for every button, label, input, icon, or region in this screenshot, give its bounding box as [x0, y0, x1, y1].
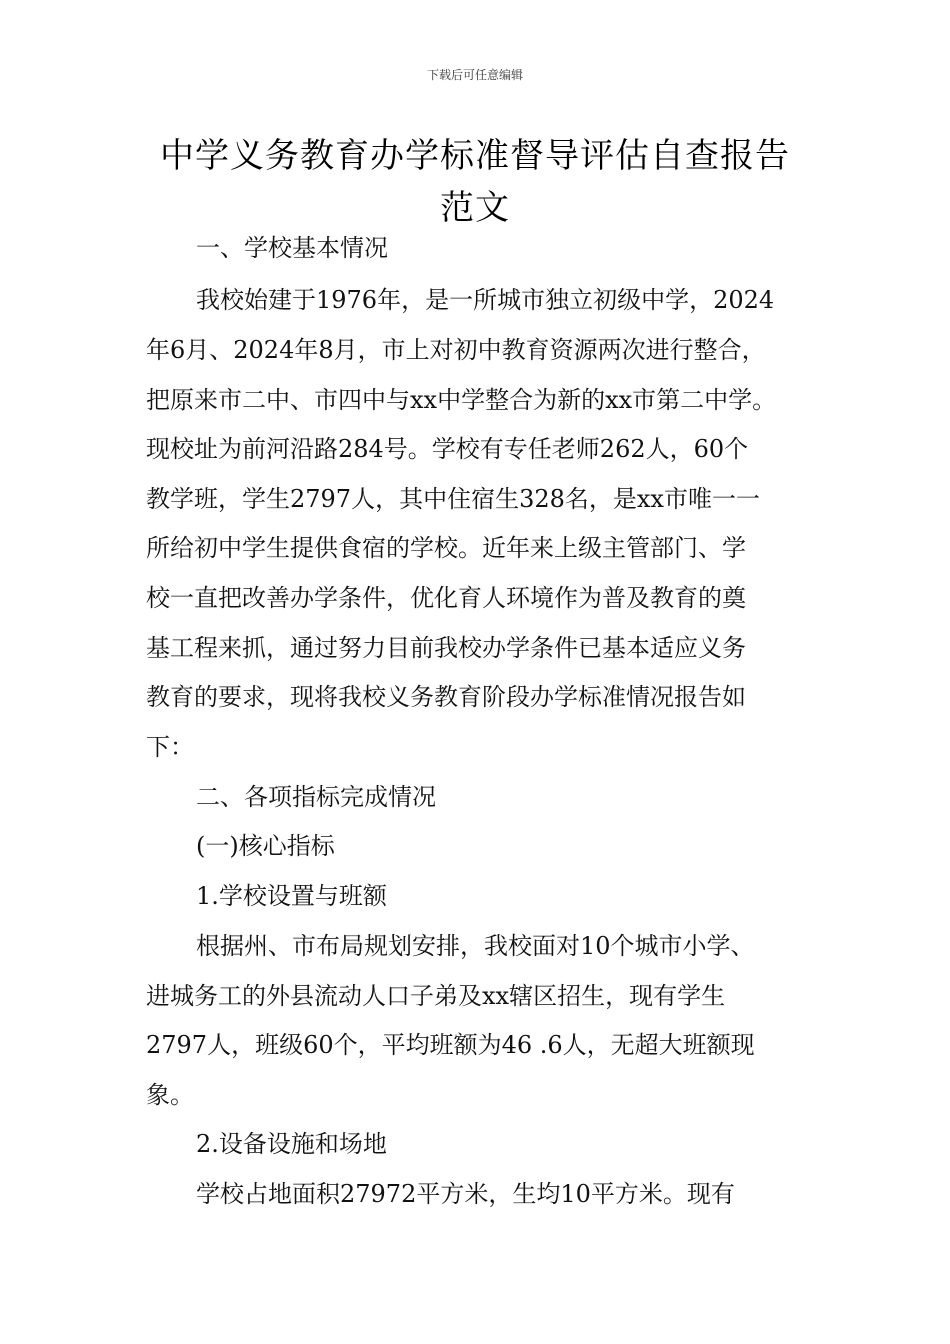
paragraph-line: 我校始建于1976年，是一所城市独立初级中学，2024: [196, 286, 775, 314]
paragraph-line: 所给初中学生提供食宿的学校。近年来上级主管部门、学: [146, 534, 746, 562]
paragraph-line: 象。: [146, 1081, 194, 1109]
header-note: 下载后可任意编辑: [426, 68, 523, 82]
paragraph-line: 基工程来抓，通过努力目前我校办学条件已基本适应义务: [146, 634, 746, 662]
paragraph-line: 年6月、2024年8月，市上对初中教育资源两次进行整合，: [146, 336, 766, 364]
section-heading-1: 一、学校基本情况: [196, 234, 388, 262]
subsection-heading: (一)核心指标: [196, 832, 335, 860]
paragraph-line: 进城务工的外县流动人口子弟及xx辖区招生，现有学生: [146, 982, 726, 1010]
paragraph-line: 2797人，班级60个，平均班额为46 .6人，无超大班额现: [146, 1031, 755, 1059]
paragraph-line: 把原来市二中、市四中与xx中学整合为新的xx市第二中学。: [146, 386, 777, 414]
paragraph-line: 下：: [146, 733, 194, 761]
item-heading-2: 2.设备设施和场地: [196, 1130, 387, 1158]
paragraph-line: 教育的要求，现将我校义务教育阶段办学标准情况报告如: [146, 683, 746, 711]
document-title: 中学义务教育办学标准督导评估自查报告: [160, 136, 790, 176]
paragraph-line: 学校占地面积27972平方米，生均10平方米。现有: [196, 1180, 735, 1208]
paragraph-line: 教学班，学生2797人，其中住宿生328名，是xx市唯一一: [146, 485, 760, 513]
paragraph-line: 根据州、市布局规划安排，我校面对10个城市小学、: [196, 932, 755, 960]
section-heading-2: 二、各项指标完成情况: [196, 783, 436, 811]
paragraph-line: 现校址为前河沿路284号。学校有专任老师262人，60个: [146, 435, 749, 463]
item-heading-1: 1.学校设置与班额: [196, 882, 387, 910]
document-title-continued: 范文: [440, 188, 510, 228]
paragraph-line: 校一直把改善办学条件，优化育人环境作为普及教育的奠: [146, 584, 746, 612]
